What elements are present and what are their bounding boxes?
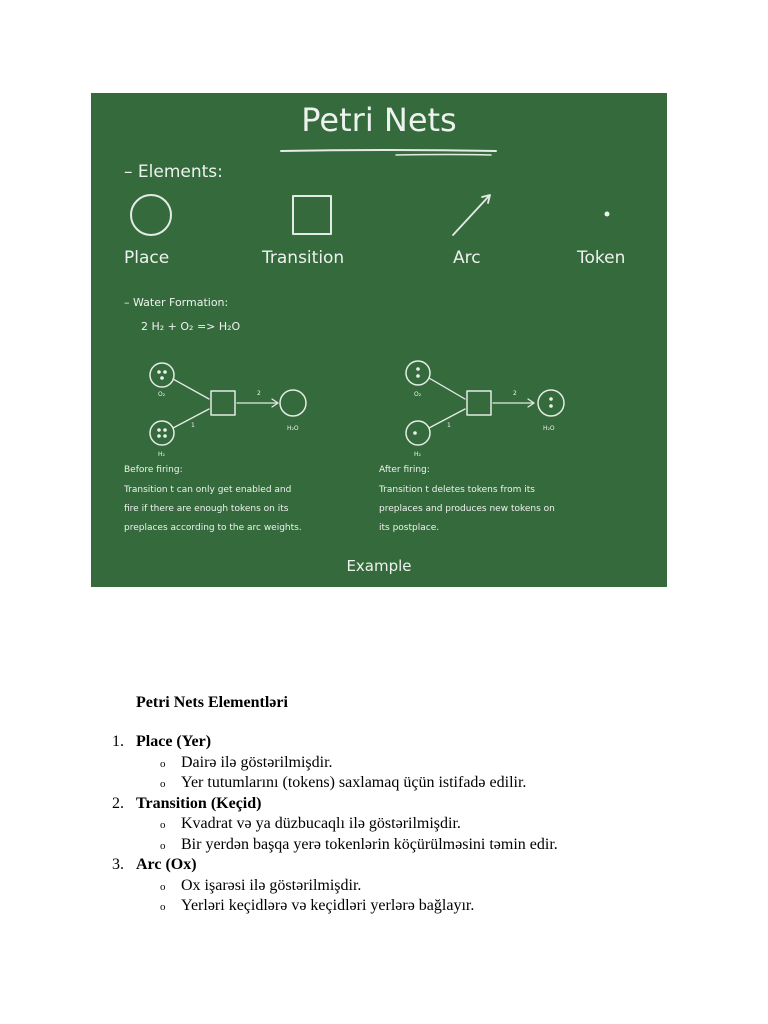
after-heading: After firing:: [379, 465, 430, 475]
before-line: Transition t can only get enabled and: [124, 485, 292, 495]
list-number: 1.: [112, 733, 124, 750]
sub-list-item: o Kvadrat və ya düzbucaqlı ilə göstərilmişdir.: [136, 814, 558, 835]
label-arc: Arc: [453, 248, 481, 268]
sub-list-item: o Dairə ilə göstərilmişdir.: [136, 753, 558, 774]
title-underline: [281, 150, 496, 151]
equation: 2 H₂ + O₂ => H₂O: [141, 320, 241, 333]
sub-list-item: o Yer tutumlarını (tokens) saxlamaq üçün istifadə edilir.: [136, 773, 558, 794]
before-line: fire if there are enough tokens on its: [124, 504, 289, 514]
net-after-firing: [406, 361, 564, 458]
petri-nets-diagram: [91, 93, 667, 587]
item-title: Transition (Keçid): [136, 794, 262, 812]
elements-heading: – Elements:: [124, 162, 223, 182]
transition-t: [211, 391, 235, 415]
label-transition: Transition: [262, 248, 345, 268]
board-footer: Example: [346, 557, 412, 575]
weight-label: 2: [513, 390, 517, 397]
token: [163, 434, 167, 438]
arc: [173, 379, 209, 399]
sub-list-item: o Ox işarəsi ilə göstərilmişdir.: [136, 876, 558, 897]
list-number: 3.: [112, 856, 124, 873]
h2-label: H₂: [414, 451, 421, 458]
weight-label: 2: [257, 390, 261, 397]
place-h2: [406, 421, 430, 445]
item-title: Arc (Ox): [136, 856, 197, 873]
arc-icon: [453, 196, 489, 235]
after-line: preplaces and produces new tokens on: [379, 504, 555, 514]
token: [416, 367, 420, 371]
bullet-icon: o: [160, 757, 166, 770]
bullet-icon: o: [160, 839, 166, 852]
sub-list: [136, 753, 558, 794]
sub-list-item: o Yerləri keçidlərə və keçidləri yerlərə bağlayır.: [136, 896, 558, 917]
h2-label: H₂: [158, 451, 165, 458]
after-line: its postplace.: [379, 523, 440, 533]
token: [549, 404, 553, 408]
sub-list: [136, 876, 558, 917]
token: [160, 376, 164, 380]
place-o2: [150, 363, 174, 387]
bullet-icon: o: [160, 819, 166, 831]
net-before-firing: [150, 363, 306, 458]
token: [163, 428, 167, 432]
place-h2: [150, 421, 174, 445]
elements-list: [108, 732, 558, 917]
token-icon: [605, 212, 610, 217]
place-o2: [406, 361, 430, 385]
transition-t: [467, 391, 491, 415]
list-item: [108, 794, 558, 856]
sub-list-item: o Bir yerdən başqa yerə tokenlərin köçürülməsini təmin edir.: [136, 835, 558, 856]
bullet-icon: o: [160, 901, 166, 913]
h2o-label: H₂O: [543, 425, 555, 432]
token: [416, 374, 420, 378]
sub-list: [136, 814, 558, 855]
label-token: Token: [577, 248, 626, 268]
token: [549, 397, 553, 401]
list-number: 2.: [112, 794, 124, 812]
document-title: Petri Nets Elementləri: [136, 694, 288, 711]
h2o-label: H₂O: [287, 425, 299, 432]
weight-label: 1: [191, 422, 195, 429]
list-item: [108, 855, 558, 917]
arc: [429, 378, 465, 399]
weight-label: 1: [447, 422, 451, 429]
chalkboard-image: [91, 93, 667, 587]
before-line: preplaces according to the arc weights.: [124, 523, 302, 533]
place-h2o: [280, 390, 306, 416]
list-item: [108, 732, 558, 794]
place-h2o: [538, 390, 564, 416]
token: [413, 431, 417, 435]
water-heading: – Water Formation:: [124, 296, 229, 309]
after-line: Transition t deletes tokens from its: [379, 485, 535, 495]
token: [157, 434, 161, 438]
o2-label: O₂: [158, 391, 166, 398]
bullet-icon: o: [160, 880, 166, 893]
bullet-icon: o: [160, 778, 166, 790]
token: [157, 370, 161, 374]
place-icon: [131, 195, 171, 235]
label-place: Place: [124, 248, 170, 268]
o2-label: O₂: [414, 391, 422, 398]
before-heading: Before firing:: [124, 465, 183, 475]
transition-icon: [293, 196, 331, 234]
board-title: Petri Nets: [301, 101, 457, 139]
item-title: Place (Yer): [136, 733, 212, 750]
token: [157, 428, 161, 432]
token: [163, 370, 167, 374]
